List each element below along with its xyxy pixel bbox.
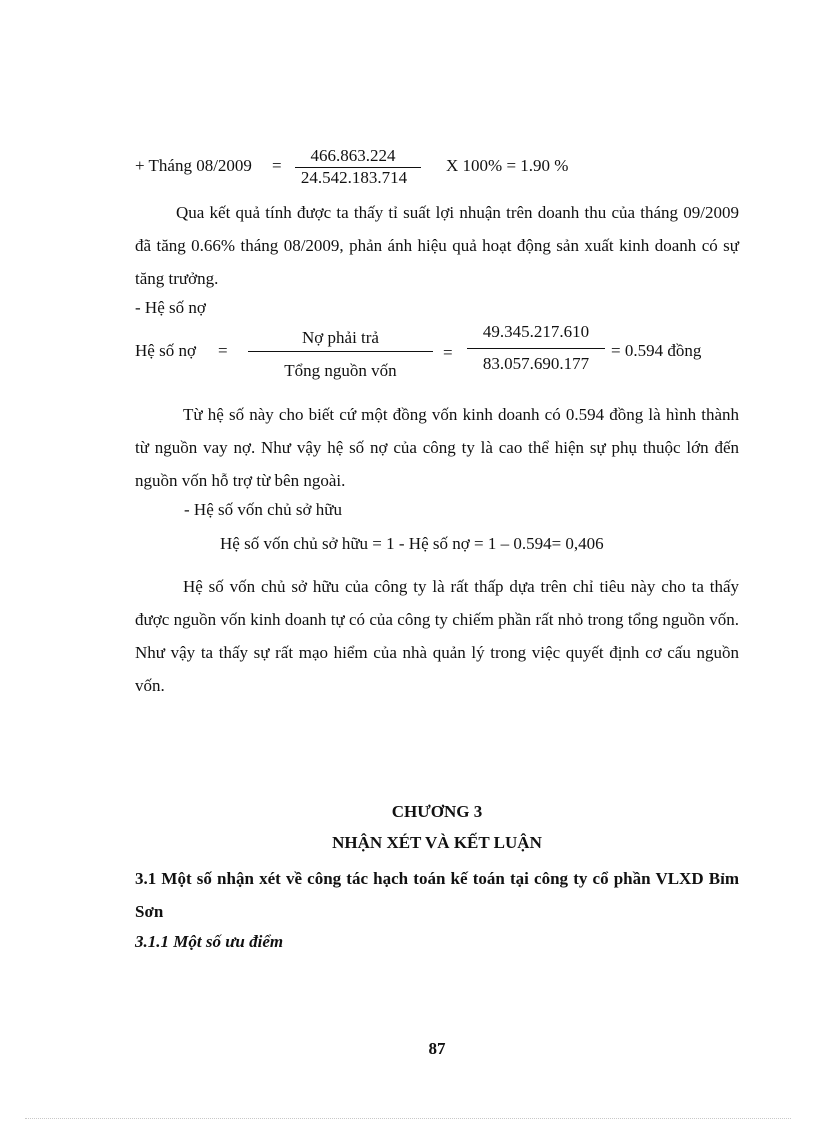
paragraph-profit-margin: Qua kết quả tính được ta thấy tỉ suất lợi nhuận trên doanh thu của tháng 09/2009 đã tăng 0.66% tháng 08/2009, phản ánh hiệu quả hoạt động sản xuất kinh doanh có sự tăng trưởng. <box>135 203 739 288</box>
formula-aug-numerator: 466.863.224 <box>310 146 396 165</box>
formula-aug-equals: = <box>272 156 282 175</box>
equity-ratio-formula: Hệ số vốn chủ sở hữu = 1 - Hệ số nợ = 1 – 0.594= 0,406 <box>220 534 604 553</box>
formula-aug-label: + Tháng 08/2009 <box>135 156 252 175</box>
debt-formula-label: Hệ số nợ <box>135 341 196 360</box>
chapter-title: NHẬN XÉT VÀ KẾT LUẬN <box>332 833 542 852</box>
debt-formula-numerator-value: 49.345.217.610 <box>482 322 590 341</box>
debt-formula-equals-1: = <box>218 341 228 360</box>
debt-formula-denominator-value: 83.057.690.177 <box>482 354 590 373</box>
formula-aug-denominator: 24.542.183.714 <box>300 168 408 187</box>
debt-formula-result: = 0.594 đồng <box>611 341 702 360</box>
debt-formula-denominator-text: Tổng nguồn vốn <box>284 361 397 380</box>
equity-ratio-heading: - Hệ số vốn chủ sở hữu <box>184 500 342 519</box>
section-3-1-1-heading: 3.1.1 Một số ưu điểm <box>135 932 284 951</box>
page-number: 87 <box>428 1039 446 1058</box>
debt-formula-equals-2: = <box>443 343 453 362</box>
section-3-1-heading: 3.1 Một số nhận xét về công tác hạch toán kế toán tại công ty cổ phần VLXD Bỉm Sơn <box>135 869 739 921</box>
debt-ratio-heading: - Hệ số nợ <box>135 298 206 317</box>
debt-formula-fraction-bar-1 <box>248 351 433 352</box>
debt-formula-fraction-bar-2 <box>467 348 605 349</box>
debt-formula-numerator-text: Nợ phải trả <box>302 328 379 347</box>
page-bottom-border <box>25 1118 791 1119</box>
paragraph-equity-interpretation: Hệ số vốn chủ sở hữu của công ty là rất thấp dựa trên chỉ tiêu này cho ta thấy được nguồn vốn kinh doanh tự có của công ty chiếm phần rất nhỏ trong tổng nguồn vốn. Như vậy ta thấy sự rất mạo hiểm của nhà quản lý trong việc quyết định cơ cấu nguồn vốn. <box>135 577 739 695</box>
formula-aug-result: X 100% = 1.90 % <box>446 156 569 175</box>
chapter-number: CHƯƠNG 3 <box>391 802 483 821</box>
paragraph-debt-interpretation: Từ hệ số này cho biết cứ một đồng vốn kinh doanh có 0.594 đồng là hình thành từ nguồn vay nợ. Như vậy hệ số nợ của công ty là cao thể hiện sự phụ thuộc lớn đến nguồn vốn hỗ trợ từ bên ngoài. <box>135 405 739 490</box>
